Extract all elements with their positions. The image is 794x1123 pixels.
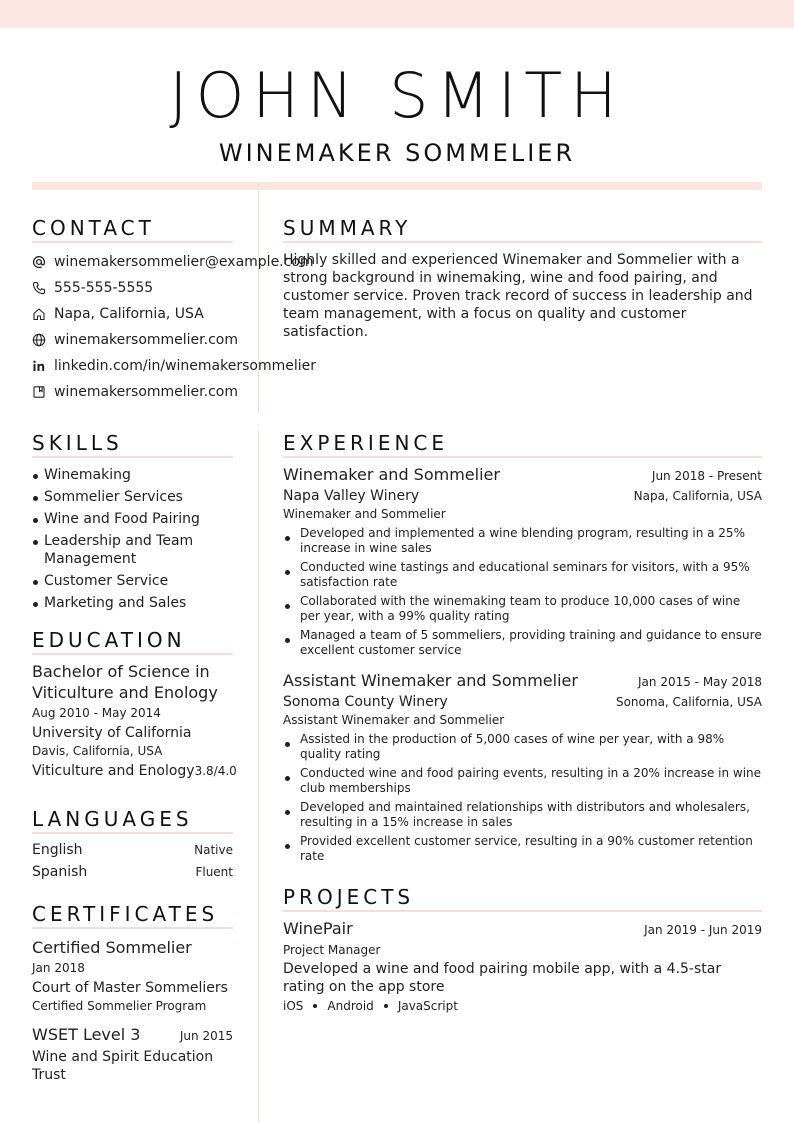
certificate-date: Jun 2015 <box>179 1029 233 1043</box>
experience-section <box>283 431 762 868</box>
candidate-title: WINEMAKER SOMMELIER <box>218 139 576 167</box>
tag-separator <box>313 1004 317 1008</box>
certificate-title: WSET Level 3 <box>32 1025 141 1044</box>
skill-item: Customer Service <box>32 572 233 590</box>
at-icon <box>32 255 46 269</box>
job-company: Napa Valley Winery <box>283 488 420 504</box>
job-bullet: Collaborated with the winemaking team to produce 10,000 cases of wine per year, with a 99% quality rating <box>283 594 762 624</box>
job-location: Sonoma, California, USA <box>615 695 762 709</box>
job-bullet: Developed and implemented a wine blending program, resulting in a 25% increase in wine sales <box>283 526 762 556</box>
job-dates: Jun 2018 - Present <box>651 469 762 483</box>
job-company-row <box>283 692 762 712</box>
certificate-program: Certified Sommelier Program <box>32 999 207 1013</box>
bookmark-icon <box>32 385 46 399</box>
contact-email[interactable] <box>32 249 314 275</box>
job-bullet: Developed and maintained relationships with distributors and wholesalers, resulting in a 15% increase in sales <box>283 800 762 830</box>
project-tags <box>283 998 762 1014</box>
certificate-date: Jan 2018 <box>32 961 85 975</box>
phone-icon <box>32 281 46 295</box>
experience-heading: EXPERIENCE <box>283 431 762 458</box>
projects-heading: PROJECTS <box>283 885 762 912</box>
project-dates: Jan 2019 - Jun 2019 <box>644 923 762 937</box>
job-title: Winemaker and Sommelier <box>283 465 500 484</box>
education-dates: Aug 2010 - May 2014 <box>32 706 161 720</box>
header-divider <box>32 182 762 190</box>
language-name: Spanish <box>32 864 88 880</box>
job-company: Sonoma County Winery <box>283 694 448 710</box>
job-subtitle: Assistant Winemaker and Sommelier <box>283 713 505 727</box>
contact-website-text: winemakersommelier.com <box>54 332 238 348</box>
education-degree: Bachelor of Science in Viticulture and Enology <box>32 662 218 702</box>
language-row <box>32 862 233 882</box>
projects-section <box>283 885 762 1014</box>
contact-portfolio-text: winemakersommelier.com <box>54 384 238 400</box>
education-field-row <box>32 761 237 781</box>
job-bullets <box>283 526 762 658</box>
summary-heading: SUMMARY <box>283 216 762 243</box>
certificate-issuer: Wine and Spirit Education Trust <box>32 1049 214 1083</box>
contact-linkedin-text: linkedin.com/in/winemakersommelier <box>54 358 316 374</box>
contact-section <box>32 216 316 405</box>
linkedin-icon <box>32 359 46 373</box>
language-level: Fluent <box>195 865 233 879</box>
job-bullet: Conducted wine and food pairing events, resulting in a 20% increase in wine club memberships <box>283 766 762 796</box>
project-header <box>283 918 762 940</box>
job-dates: Jan 2015 - May 2018 <box>638 675 762 689</box>
job-header <box>283 464 762 486</box>
globe-icon <box>32 333 46 347</box>
candidate-name: JOHN SMITH <box>169 59 625 132</box>
job-company-row <box>283 486 762 506</box>
certificates-section <box>32 902 233 1084</box>
skills-section <box>32 431 233 616</box>
skill-item: Marketing and Sales <box>32 594 233 612</box>
project-role: Project Manager <box>283 943 381 957</box>
languages-heading: LANGUAGES <box>32 807 233 834</box>
certificate-issuer: Court of Master Sommeliers <box>32 980 228 996</box>
contact-website[interactable] <box>32 327 238 353</box>
column-divider-top <box>258 190 259 413</box>
job-bullets <box>283 732 762 864</box>
project-tag: Android <box>327 999 374 1013</box>
project-tag: iOS <box>283 999 304 1013</box>
contact-portfolio[interactable] <box>32 379 238 405</box>
education-heading: EDUCATION <box>32 628 233 655</box>
language-level: Native <box>194 843 233 857</box>
contact-linkedin[interactable] <box>32 353 316 379</box>
certificate-title: Certified Sommelier <box>32 938 192 957</box>
contact-location-text: Napa, California, USA <box>54 306 204 322</box>
languages-section <box>32 807 233 882</box>
home-icon <box>32 307 46 321</box>
language-name: English <box>32 842 83 858</box>
job-header <box>283 670 762 692</box>
skills-list <box>32 466 233 612</box>
job-location: Napa, California, USA <box>633 489 762 503</box>
skill-item: Sommelier Services <box>32 488 233 506</box>
column-divider-bottom <box>258 430 259 1123</box>
skill-item: Leadership and Team Management <box>32 532 233 568</box>
job-bullet: Conducted wine tastings and educational seminars for visitors, with a 95% satisfaction rate <box>283 560 762 590</box>
summary-section <box>283 216 762 341</box>
education-section <box>32 628 237 781</box>
contact-heading: CONTACT <box>32 216 233 243</box>
education-school: University of California <box>32 725 192 741</box>
job-entry <box>283 464 762 658</box>
job-title: Assistant Winemaker and Sommelier <box>283 671 578 690</box>
education-gpa: 3.8/4.0 <box>194 764 237 778</box>
project-description: Developed a wine and food pairing mobile app, with a 4.5-star rating on the app store <box>283 961 722 995</box>
contact-phone[interactable] <box>32 275 233 301</box>
contact-email-text: winemakersommelier@example.com <box>54 254 314 270</box>
job-bullet: Assisted in the production of 5,000 cases of wine per year, with a 98% quality rating <box>283 732 762 762</box>
project-tag: JavaScript <box>397 999 458 1013</box>
certificate-row <box>32 1024 233 1046</box>
skills-heading: SKILLS <box>32 431 233 458</box>
certificates-heading: CERTIFICATES <box>32 902 233 929</box>
job-subtitle: Winemaker and Sommelier <box>283 507 446 521</box>
skill-item: Winemaking <box>32 466 233 484</box>
skill-item: Wine and Food Pairing <box>32 510 233 528</box>
education-field: Viticulture and Enology <box>32 763 195 779</box>
job-entry <box>283 670 762 864</box>
top-accent-bar <box>0 0 794 28</box>
job-bullet: Provided excellent customer service, resulting in a 90% customer retention rate <box>283 834 762 864</box>
tag-separator <box>384 1004 388 1008</box>
summary-text: Highly skilled and experienced Winemaker and Sommelier with a strong background in winemaking, wine and food pairing, and customer service. Proven track record of success in leadership and team management, with a focus on quality and customer satisfaction. <box>283 252 753 340</box>
education-location: Davis, California, USA <box>32 744 163 758</box>
contact-phone-text: 555-555-5555 <box>54 280 154 296</box>
contact-location <box>32 301 233 327</box>
project-name: WinePair <box>283 919 353 938</box>
language-row <box>32 840 233 860</box>
job-bullet: Managed a team of 5 sommeliers, providing training and guidance to ensure excellent customer service <box>283 628 762 658</box>
